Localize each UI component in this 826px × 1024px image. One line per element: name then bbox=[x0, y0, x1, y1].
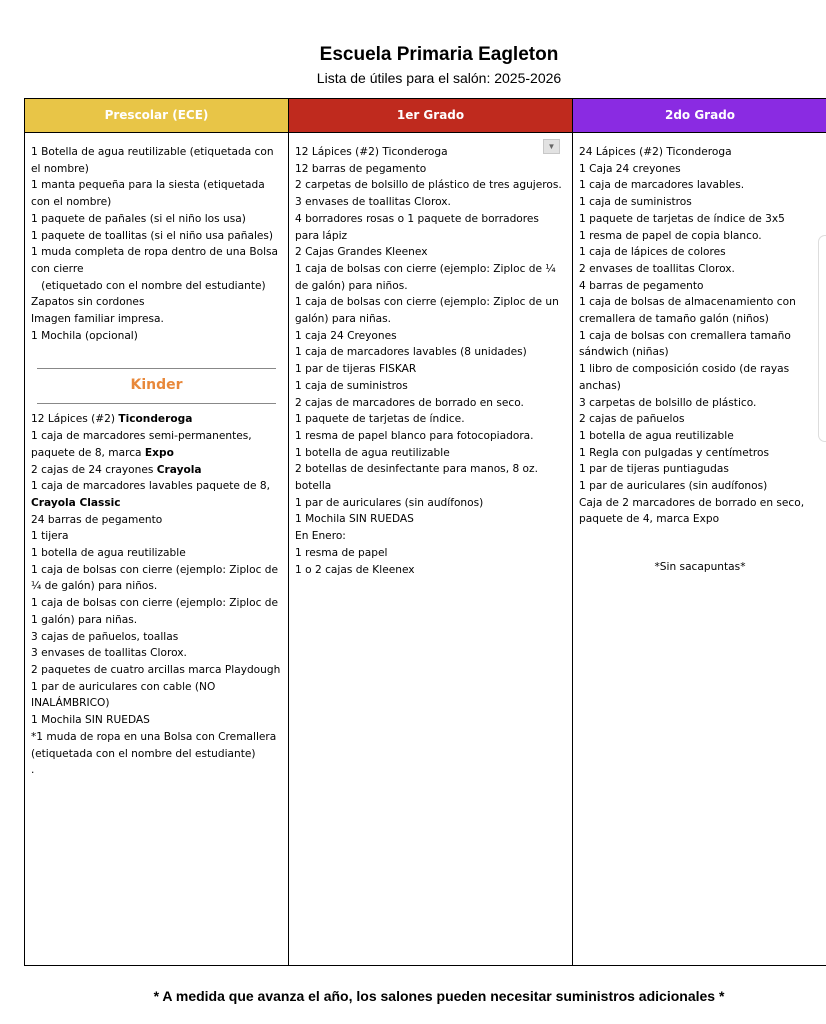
item-text: 2 Cajas Grandes Kleenex bbox=[295, 246, 428, 259]
brand-text: Expo bbox=[144, 446, 174, 459]
item-text: 1 paquete de tarjetas de índice de 3x5 bbox=[579, 212, 785, 225]
list-item bbox=[295, 144, 566, 161]
list-item bbox=[579, 294, 821, 327]
list-item bbox=[31, 294, 282, 311]
item-text: Zapatos sin cordones bbox=[31, 296, 145, 309]
item-text: 1 Mochila (opcional) bbox=[31, 329, 138, 342]
footer-note: * A medida que avanza el año, los salones pueden necesitar suministros adicionales * bbox=[153, 988, 725, 1004]
list-item bbox=[295, 344, 566, 361]
item-text: 1 par de tijeras puntiagudas bbox=[579, 463, 729, 476]
list-item bbox=[31, 244, 282, 277]
brand-text: Crayola bbox=[156, 463, 202, 476]
column-header-prescolar: Prescolar (ECE) bbox=[25, 99, 288, 133]
list-item bbox=[579, 244, 821, 261]
item-text: . bbox=[31, 764, 35, 777]
supply-table bbox=[24, 98, 826, 966]
list-item bbox=[295, 194, 566, 211]
item-list-prescolar bbox=[25, 133, 288, 344]
list-item bbox=[31, 478, 282, 511]
item-text: 4 borradores rosas o 1 paquete de borradores para lápiz bbox=[295, 212, 543, 242]
item-text: 1 caja de bolsas con cierre (ejemplo: Ziploc de 1 galón) para niñas. bbox=[31, 597, 282, 626]
item-text: En Enero: bbox=[295, 530, 346, 543]
item-text: 2 paquetes de cuatro arcillas marca Playdough bbox=[31, 663, 281, 676]
list-item bbox=[31, 629, 282, 646]
column-header-1er-grado: 1er Grado bbox=[289, 99, 572, 133]
list-item bbox=[295, 545, 566, 562]
item-text: 1 Mochila SIN RUEDAS bbox=[295, 513, 414, 526]
dropdown-arrow-icon[interactable]: ▼ bbox=[543, 139, 560, 154]
brand-text: Ticonderoga bbox=[118, 413, 193, 426]
list-item bbox=[295, 411, 566, 428]
item-list-1er-grado bbox=[289, 133, 572, 578]
list-item bbox=[31, 328, 282, 345]
column-2do-grado bbox=[573, 99, 826, 965]
column-1er-grado bbox=[289, 99, 573, 965]
item-text: 1 Botella de agua reutilizable (etiquetada con el nombre) bbox=[31, 146, 277, 175]
list-item bbox=[31, 679, 282, 712]
list-item bbox=[579, 428, 821, 445]
item-text: 1 tijera bbox=[31, 530, 69, 543]
item-list-2do-grado bbox=[573, 133, 826, 528]
list-item bbox=[295, 428, 566, 445]
item-text: 3 envases de toallitas Clorox. bbox=[295, 196, 451, 209]
item-text: 1 caja de marcadores lavables (8 unidades) bbox=[295, 346, 527, 359]
item-text: 4 barras de pegamento bbox=[579, 279, 704, 292]
list-item bbox=[31, 228, 282, 245]
list-item bbox=[31, 512, 282, 529]
list-item bbox=[295, 395, 566, 412]
item-text: 1 paquete de tarjetas de índice. bbox=[295, 413, 465, 426]
list-item bbox=[31, 278, 282, 295]
item-text: 12 Lápices (#2) bbox=[31, 413, 119, 426]
list-item bbox=[295, 177, 566, 194]
item-text: 1 caja de marcadores semi-permanentes, paquete de 8, marca bbox=[31, 430, 256, 459]
list-item bbox=[295, 328, 566, 345]
item-list-kinder bbox=[25, 404, 288, 778]
list-item bbox=[579, 144, 821, 161]
item-text: Caja de 2 marcadores de borrado en seco, paquete de 4, marca Expo bbox=[579, 496, 808, 526]
page-subtitle: Lista de útiles para el salón: 2025-2026 bbox=[316, 70, 562, 86]
list-item bbox=[579, 478, 821, 495]
list-item bbox=[31, 462, 282, 479]
item-text: 1 caja de marcadores lavables. bbox=[579, 179, 745, 192]
list-item bbox=[579, 194, 821, 211]
item-text: 1 botella de agua reutilizable bbox=[579, 429, 734, 442]
item-text: 1 caja de bolsas con cierre (ejemplo: Ziploc de un galón) para niñas. bbox=[295, 296, 563, 326]
item-text: Imagen familiar impresa. bbox=[31, 313, 164, 326]
item-text: 2 cajas de pañuelos bbox=[579, 413, 685, 426]
kinder-heading: Kinder bbox=[130, 377, 183, 394]
list-item bbox=[31, 645, 282, 662]
list-item bbox=[31, 762, 282, 779]
item-text: 1 caja de suministros bbox=[295, 379, 408, 392]
list-item bbox=[295, 511, 566, 528]
list-item bbox=[31, 144, 282, 177]
note-text: *Sin sacapuntas* bbox=[654, 561, 746, 574]
item-text: 1 caja de bolsas con cierre (ejemplo: Ziploc de ¼ de galón) para niños. bbox=[295, 262, 560, 292]
column-prescolar bbox=[25, 99, 289, 965]
item-text: 1 caja de bolsas de almacenamiento con cremallera de tamaño galón (niños) bbox=[579, 296, 800, 326]
item-text: 1 par de auriculares (sin audífonos) bbox=[579, 480, 768, 493]
list-item bbox=[31, 545, 282, 562]
item-text: 1 Mochila SIN RUEDAS bbox=[31, 714, 150, 727]
item-text: 1 resma de papel de copia blanco. bbox=[579, 229, 762, 242]
list-item bbox=[31, 528, 282, 545]
item-text: 1 Regla con pulgadas y centímetros bbox=[579, 446, 770, 459]
item-text: (etiquetado con el nombre del estudiante) bbox=[31, 279, 266, 292]
list-item bbox=[31, 177, 282, 210]
list-item bbox=[579, 177, 821, 194]
list-item bbox=[295, 378, 566, 395]
item-text: 1 caja de bolsas con cremallera tamaño sándwich (niñas) bbox=[579, 329, 795, 359]
item-text: *1 muda de ropa en una Bolsa con Cremallera (etiquetada con el nombre del estudiante) bbox=[31, 730, 280, 760]
list-item bbox=[579, 495, 821, 528]
item-text: 1 caja de lápices de colores bbox=[579, 246, 726, 259]
list-item bbox=[31, 411, 282, 428]
brand-text: Crayola Classic bbox=[31, 496, 121, 509]
list-item bbox=[579, 461, 821, 478]
list-item bbox=[579, 161, 821, 178]
list-item bbox=[31, 428, 282, 461]
item-text: 3 carpetas de bolsillo de plástico. bbox=[579, 396, 757, 409]
item-text: 2 botellas de desinfectante para manos, 8 oz. botella bbox=[295, 463, 542, 493]
item-text: 1 libro de composición cosido (de rayas anchas) bbox=[579, 363, 793, 392]
item-text: 1 par de tijeras FISKAR bbox=[295, 363, 417, 376]
list-item bbox=[31, 211, 282, 228]
item-text: 1 resma de papel blanco para fotocopiadora. bbox=[295, 429, 534, 442]
list-item bbox=[295, 461, 566, 494]
item-text: 1 Caja 24 creyones bbox=[579, 162, 681, 175]
list-item bbox=[295, 244, 566, 261]
list-item bbox=[579, 361, 821, 394]
item-text: 1 botella de agua reutilizable bbox=[31, 547, 186, 560]
item-text: 1 o 2 cajas de Kleenex bbox=[295, 563, 415, 576]
list-item bbox=[295, 261, 566, 294]
list-item bbox=[295, 161, 566, 178]
item-text: 1 par de auriculares con cable (NO INALÁMBRICO) bbox=[31, 680, 219, 710]
list-item bbox=[295, 211, 566, 244]
list-item bbox=[579, 445, 821, 462]
item-text: 1 muda completa de ropa dentro de una Bolsa con cierre bbox=[31, 246, 282, 275]
list-item bbox=[579, 228, 821, 245]
list-item bbox=[579, 328, 821, 361]
item-text: 1 caja de bolsas con cierre (ejemplo: Ziploc de ¼ de galón) para niños. bbox=[31, 563, 282, 593]
list-item bbox=[579, 211, 821, 228]
item-text: 1 caja 24 Creyones bbox=[295, 329, 397, 342]
column-header-2do-grado: 2do Grado bbox=[573, 99, 826, 133]
item-text: 1 resma de papel bbox=[295, 546, 388, 559]
list-item bbox=[295, 528, 566, 545]
item-text: 2 cajas de 24 crayones bbox=[31, 463, 157, 476]
list-item bbox=[295, 361, 566, 378]
item-text: 1 par de auriculares (sin audífonos) bbox=[295, 496, 484, 509]
list-item bbox=[579, 395, 821, 412]
list-item bbox=[579, 278, 821, 295]
item-text: 12 Lápices (#2) Ticonderoga bbox=[295, 146, 448, 158]
item-text: 24 Lápices (#2) Ticonderoga bbox=[579, 146, 732, 158]
item-text: 2 envases de toallitas Clorox. bbox=[579, 262, 735, 275]
item-text: 1 paquete de toallitas (si el niño usa pañales) bbox=[31, 229, 274, 242]
item-text: 1 manta pequeña para la siesta (etiquetada con el nombre) bbox=[31, 179, 269, 209]
item-text: 12 barras de pegamento bbox=[295, 162, 427, 175]
list-item bbox=[31, 662, 282, 679]
list-item bbox=[579, 411, 821, 428]
list-item bbox=[31, 562, 282, 595]
list-item bbox=[579, 261, 821, 278]
item-text: 1 caja de suministros bbox=[579, 196, 692, 209]
list-item bbox=[31, 712, 282, 729]
item-text: 1 caja de marcadores lavables paquete de 8, bbox=[31, 480, 274, 493]
item-text: 2 cajas de marcadores de borrado en seco. bbox=[295, 396, 524, 409]
item-text: 3 envases de toallitas Clorox. bbox=[31, 647, 187, 660]
list-item bbox=[295, 294, 566, 327]
item-text: 1 botella de agua reutilizable bbox=[295, 446, 450, 459]
list-item bbox=[31, 729, 282, 762]
list-item bbox=[295, 562, 566, 579]
item-text: 3 cajas de pañuelos, toallas bbox=[31, 630, 179, 643]
item-text: 2 carpetas de bolsillo de plástico de tres agujeros. bbox=[295, 179, 562, 192]
side-panel-handle[interactable] bbox=[818, 235, 826, 442]
list-item bbox=[295, 495, 566, 512]
item-text: 24 barras de pegamento bbox=[31, 513, 163, 526]
page-title: Escuela Primaria Eagleton bbox=[319, 44, 559, 65]
list-item bbox=[31, 595, 282, 628]
list-item bbox=[295, 445, 566, 462]
list-item bbox=[31, 311, 282, 328]
item-text: 1 paquete de pañales (si el niño los usa) bbox=[31, 212, 246, 225]
